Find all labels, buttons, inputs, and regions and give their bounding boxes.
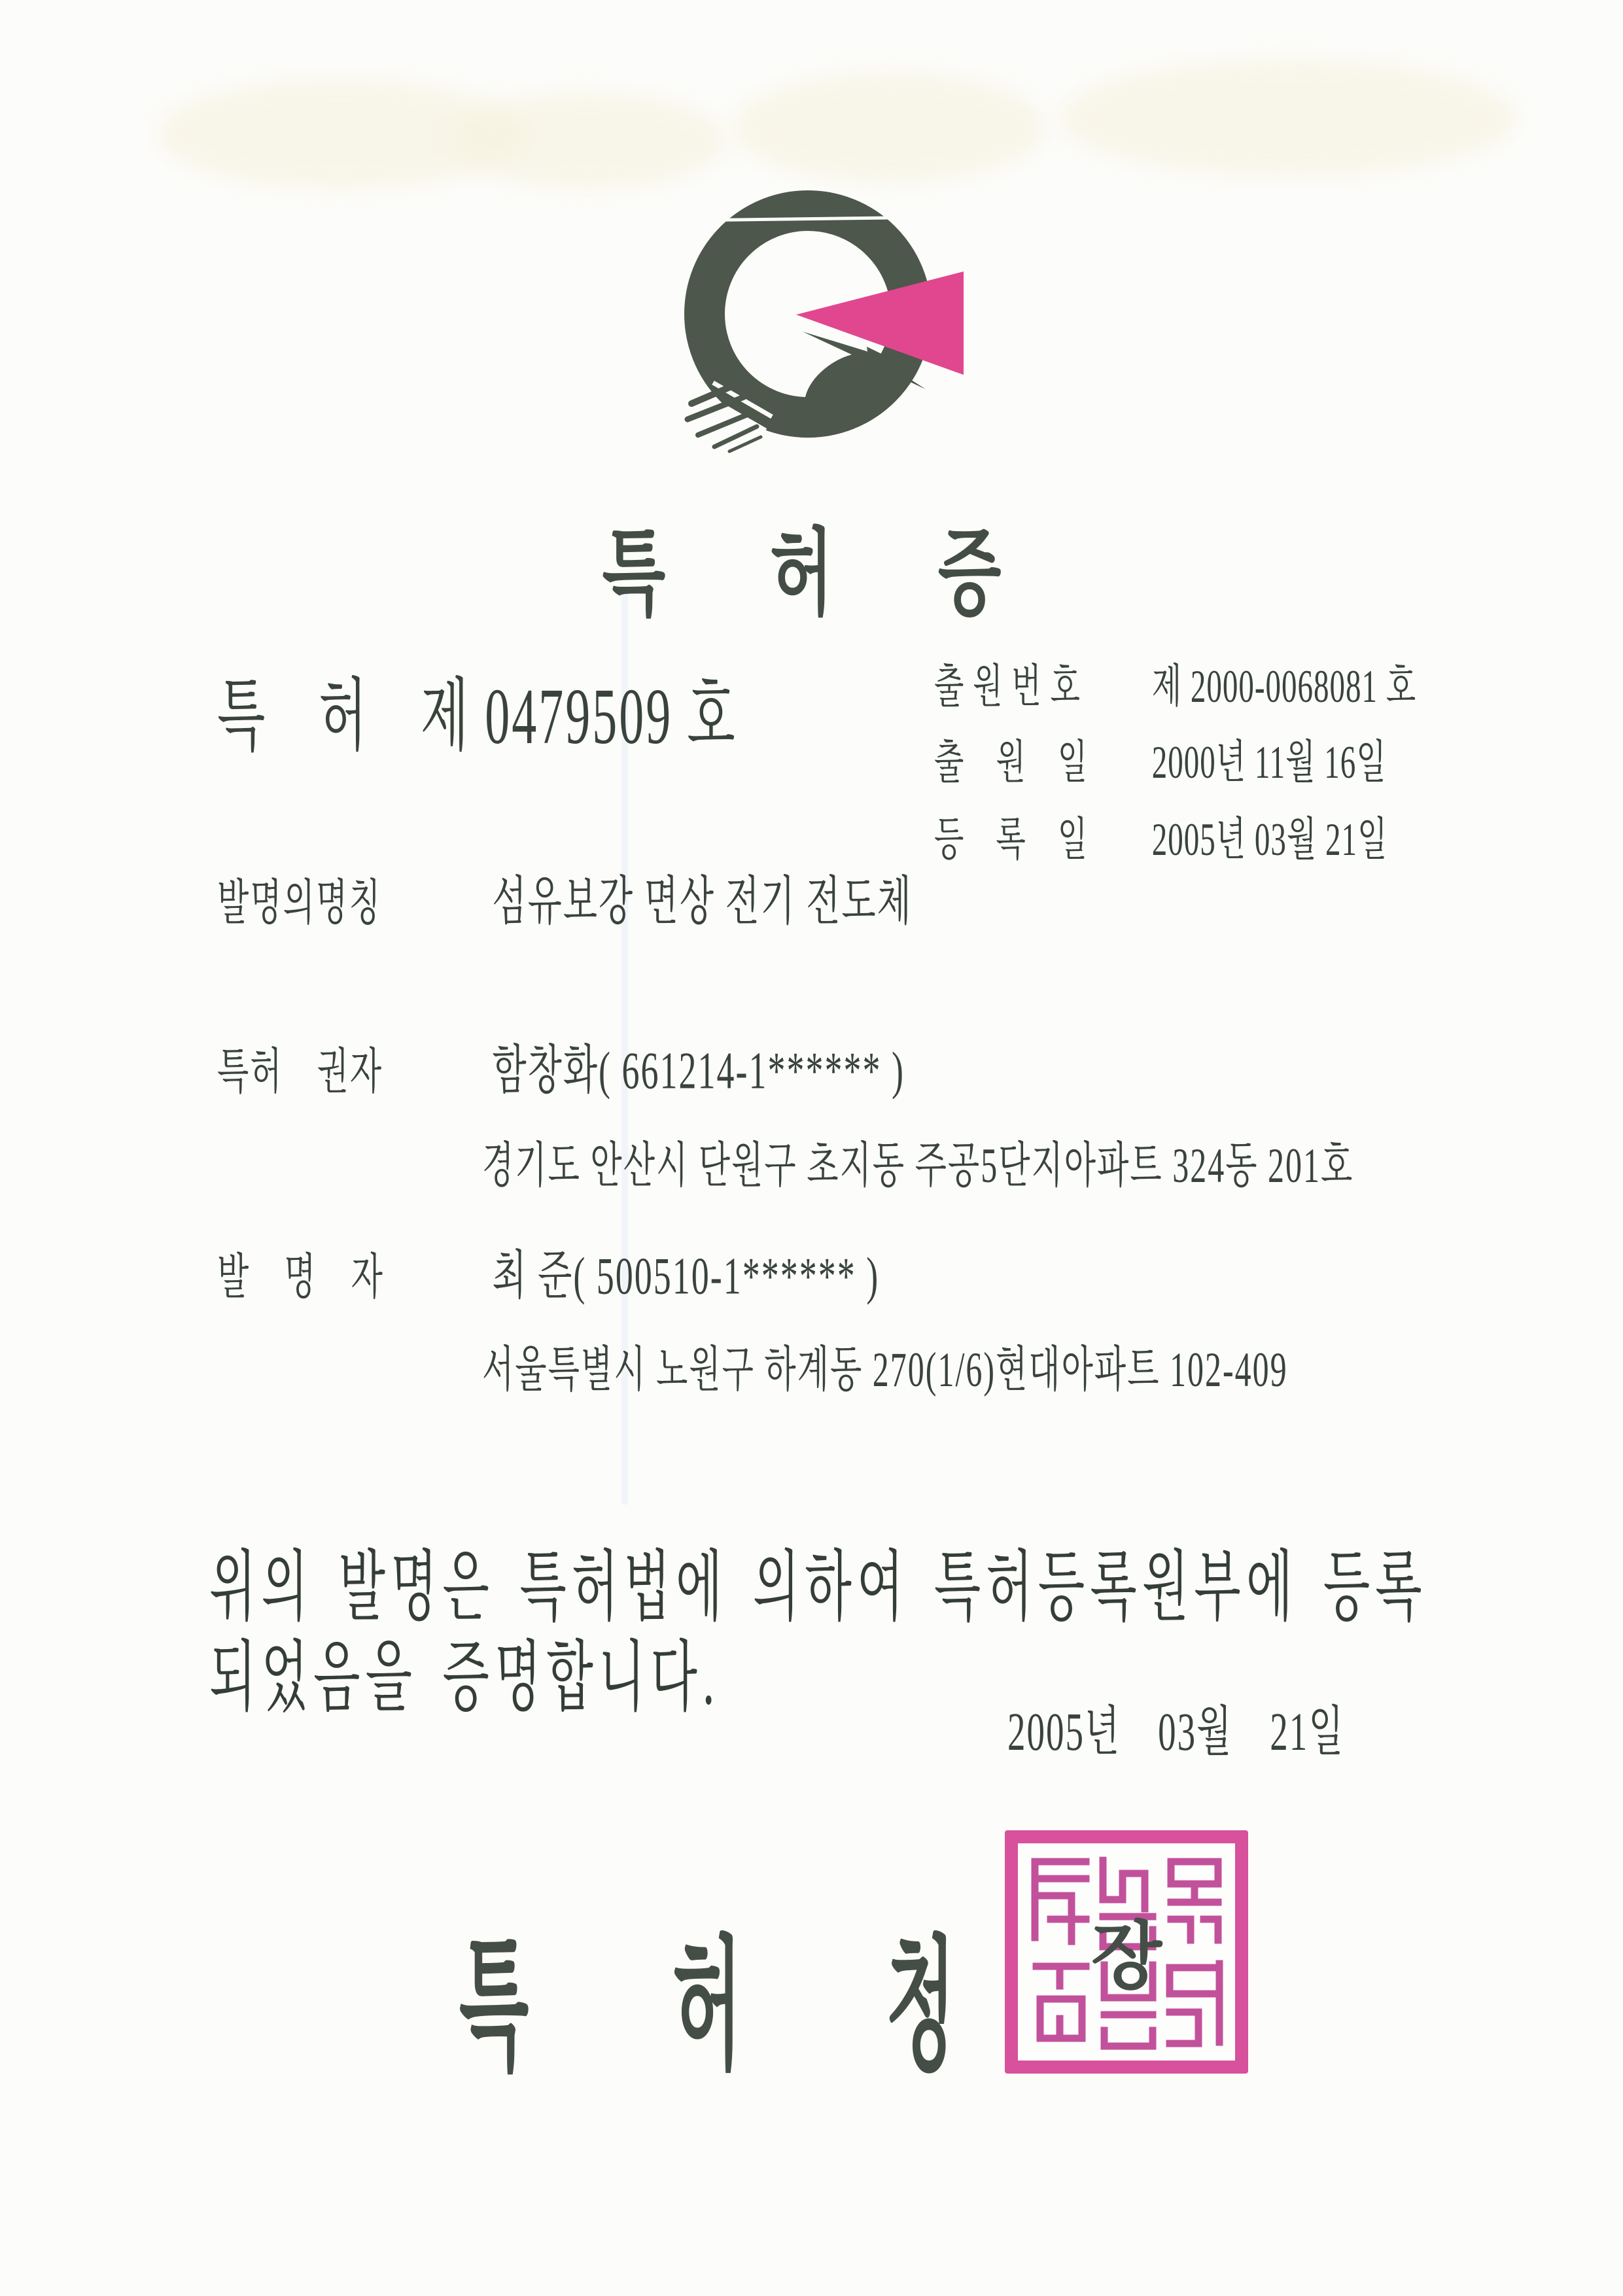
certificate-title-text: 특 허 증 <box>602 521 1021 627</box>
registration-date-row <box>934 814 1388 866</box>
patent-number-line <box>217 672 737 761</box>
inventor-address: 서울특별시 노원구 하계동 270(1/6)현대아파트 102-409 <box>482 1342 1288 1397</box>
registration-date-value: 2005년 03월 21일 <box>1151 814 1388 866</box>
invention-title-value: 섬유보강 면상 전기 전도체 <box>492 872 913 931</box>
filing-date-value: 2000년 11월 16일 <box>1151 737 1387 789</box>
patentee-label: 특허 권자 <box>217 1044 383 1099</box>
certification-statement-line2: 되었음을 증명합니다. <box>209 1635 720 1722</box>
patentee-address: 경기도 안산시 단원구 초지동 주공5단지아파트 324동 201호 <box>482 1138 1354 1193</box>
scan-hairline <box>687 217 939 220</box>
invention-title-row <box>217 872 913 931</box>
agency-name: 특 허 청 <box>459 1927 956 2087</box>
scan-smudge <box>733 72 1047 183</box>
kipo-logo <box>651 186 978 455</box>
scan-smudge <box>451 92 726 190</box>
patentee-row <box>217 1041 905 1100</box>
patent-number-text: 특 허 제 0479509 호 <box>217 672 737 761</box>
issue-date: 2005년 03월 21일 <box>1007 1701 1345 1762</box>
application-number-row <box>934 661 1417 713</box>
registration-date-label: 등 록 일 <box>934 814 1089 866</box>
kipo-logo-icon <box>651 186 978 455</box>
application-number-value: 제 2000-0068081 호 <box>1151 661 1417 713</box>
inventor-name: 최 준( 500510-1****** ) <box>492 1246 880 1306</box>
patentee-name: 함창화( 661214-1****** ) <box>492 1041 905 1100</box>
commissioner-suffix-char: 장 <box>1091 1917 1162 1998</box>
certification-statement-line1: 위의 발명은 특허법에 의하여 특허등록원부에 등록 <box>209 1545 1427 1631</box>
filing-date-row <box>934 737 1387 789</box>
application-number-label: 출 원 번 호 <box>934 661 1081 713</box>
inventor-row <box>217 1246 880 1306</box>
inventor-label: 발 명 자 <box>217 1249 384 1304</box>
certificate-title <box>602 521 1230 627</box>
filing-date-label: 출 원 일 <box>934 737 1089 789</box>
invention-title-label: 발명의명칭 <box>217 875 382 930</box>
scan-smudge <box>1060 59 1518 177</box>
